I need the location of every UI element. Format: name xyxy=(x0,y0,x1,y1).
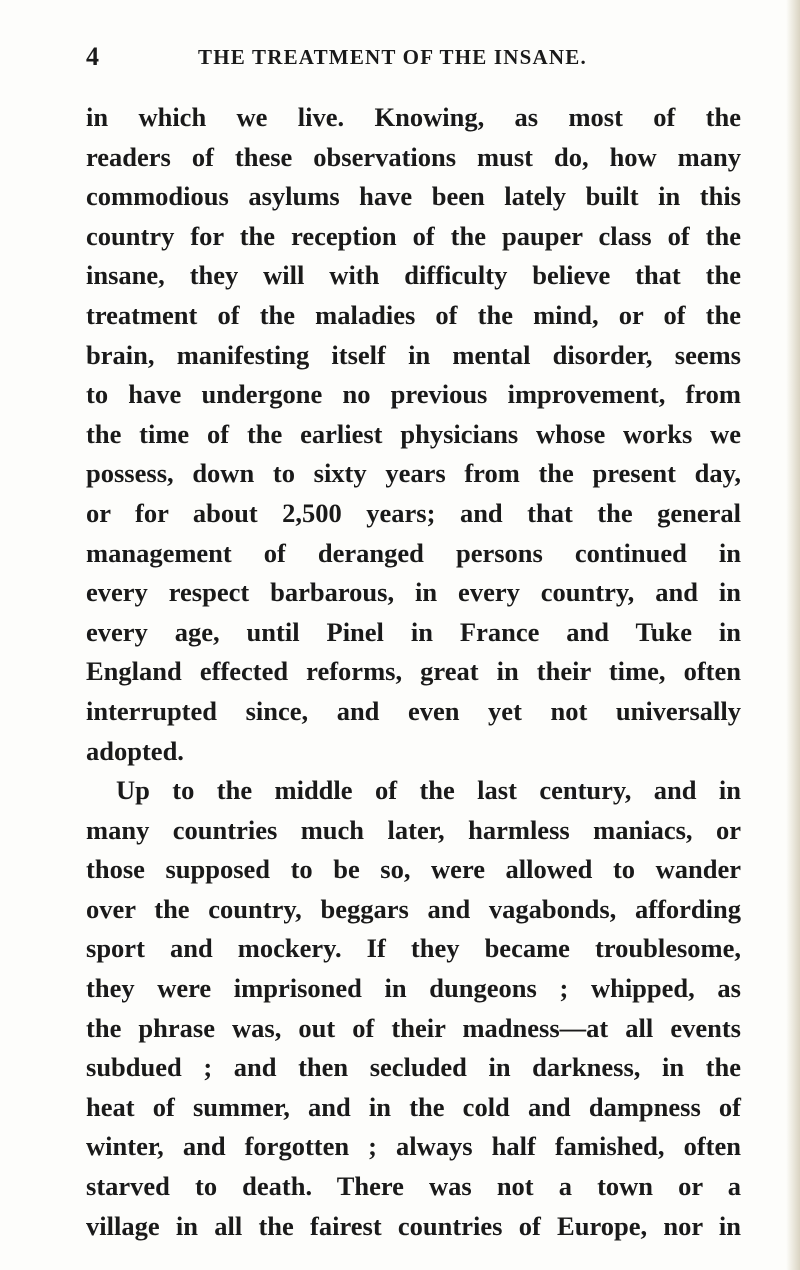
text-line: heat of summer, and in the cold and dampness of xyxy=(86,1091,741,1122)
text-line: every age, until Pinel in France and Tuke in xyxy=(86,616,741,647)
text-line: the time of the earliest physicians whose works we xyxy=(86,418,741,449)
text-line: those supposed to be so, were allowed to wander xyxy=(86,854,741,885)
page-edge-shadow xyxy=(786,0,800,1270)
text-line: adopted. xyxy=(86,735,184,766)
text-line: brain, manifesting itself in mental disorder, seems xyxy=(86,339,741,370)
text-line: village in all the fairest countries of Europe, nor in xyxy=(86,1210,741,1241)
text-line: in which we live. Knowing, as most of the xyxy=(86,102,741,132)
page-number: 4 xyxy=(86,42,99,71)
text-line: or for about 2,500 years; and that the general xyxy=(86,497,741,528)
text-line: management of deranged persons continued in xyxy=(86,537,741,568)
text-line: many countries much later, harmless maniacs, or xyxy=(86,814,741,845)
text-line: they were imprisoned in dungeons ; whipped, as xyxy=(86,973,741,1004)
text-line: over the country, beggars and vagabonds, affording xyxy=(86,893,741,924)
text-line: starved to death. There was not a town or a xyxy=(86,1171,741,1202)
text-line: treatment of the maladies of the mind, or of the xyxy=(86,299,741,330)
text-line: interrupted since, and even yet not universally xyxy=(86,695,741,726)
text-line: possess, down to sixty years from the present day, xyxy=(86,458,741,489)
text-line: commodious asylums have been lately built in this xyxy=(86,181,741,212)
running-head xyxy=(86,42,746,72)
text-line: winter, and forgotten ; always half famished, often xyxy=(86,1131,741,1162)
text-line: insane, they will with difficulty believe that the xyxy=(86,260,741,291)
text-line: readers of these observations must do, how many xyxy=(86,141,741,172)
text-line: the phrase was, out of their madness—at all events xyxy=(86,1012,741,1043)
text-line: every respect barbarous, in every country, and in xyxy=(86,577,741,608)
running-head-title: THE TREATMENT OF THE INSANE. xyxy=(198,45,587,69)
text-line: to have undergone no previous improvement, from xyxy=(86,379,741,410)
text-line: country for the reception of the pauper class of the xyxy=(86,220,741,251)
text-line: England effected reforms, great in their time, often xyxy=(86,656,741,687)
body-text xyxy=(86,98,741,1246)
text-line: subdued ; and then secluded in darkness, in the xyxy=(86,1052,741,1083)
text-line: Up to the middle of the last century, and in xyxy=(116,775,741,806)
text-line: sport and mockery. If they became troublesome, xyxy=(86,933,741,964)
